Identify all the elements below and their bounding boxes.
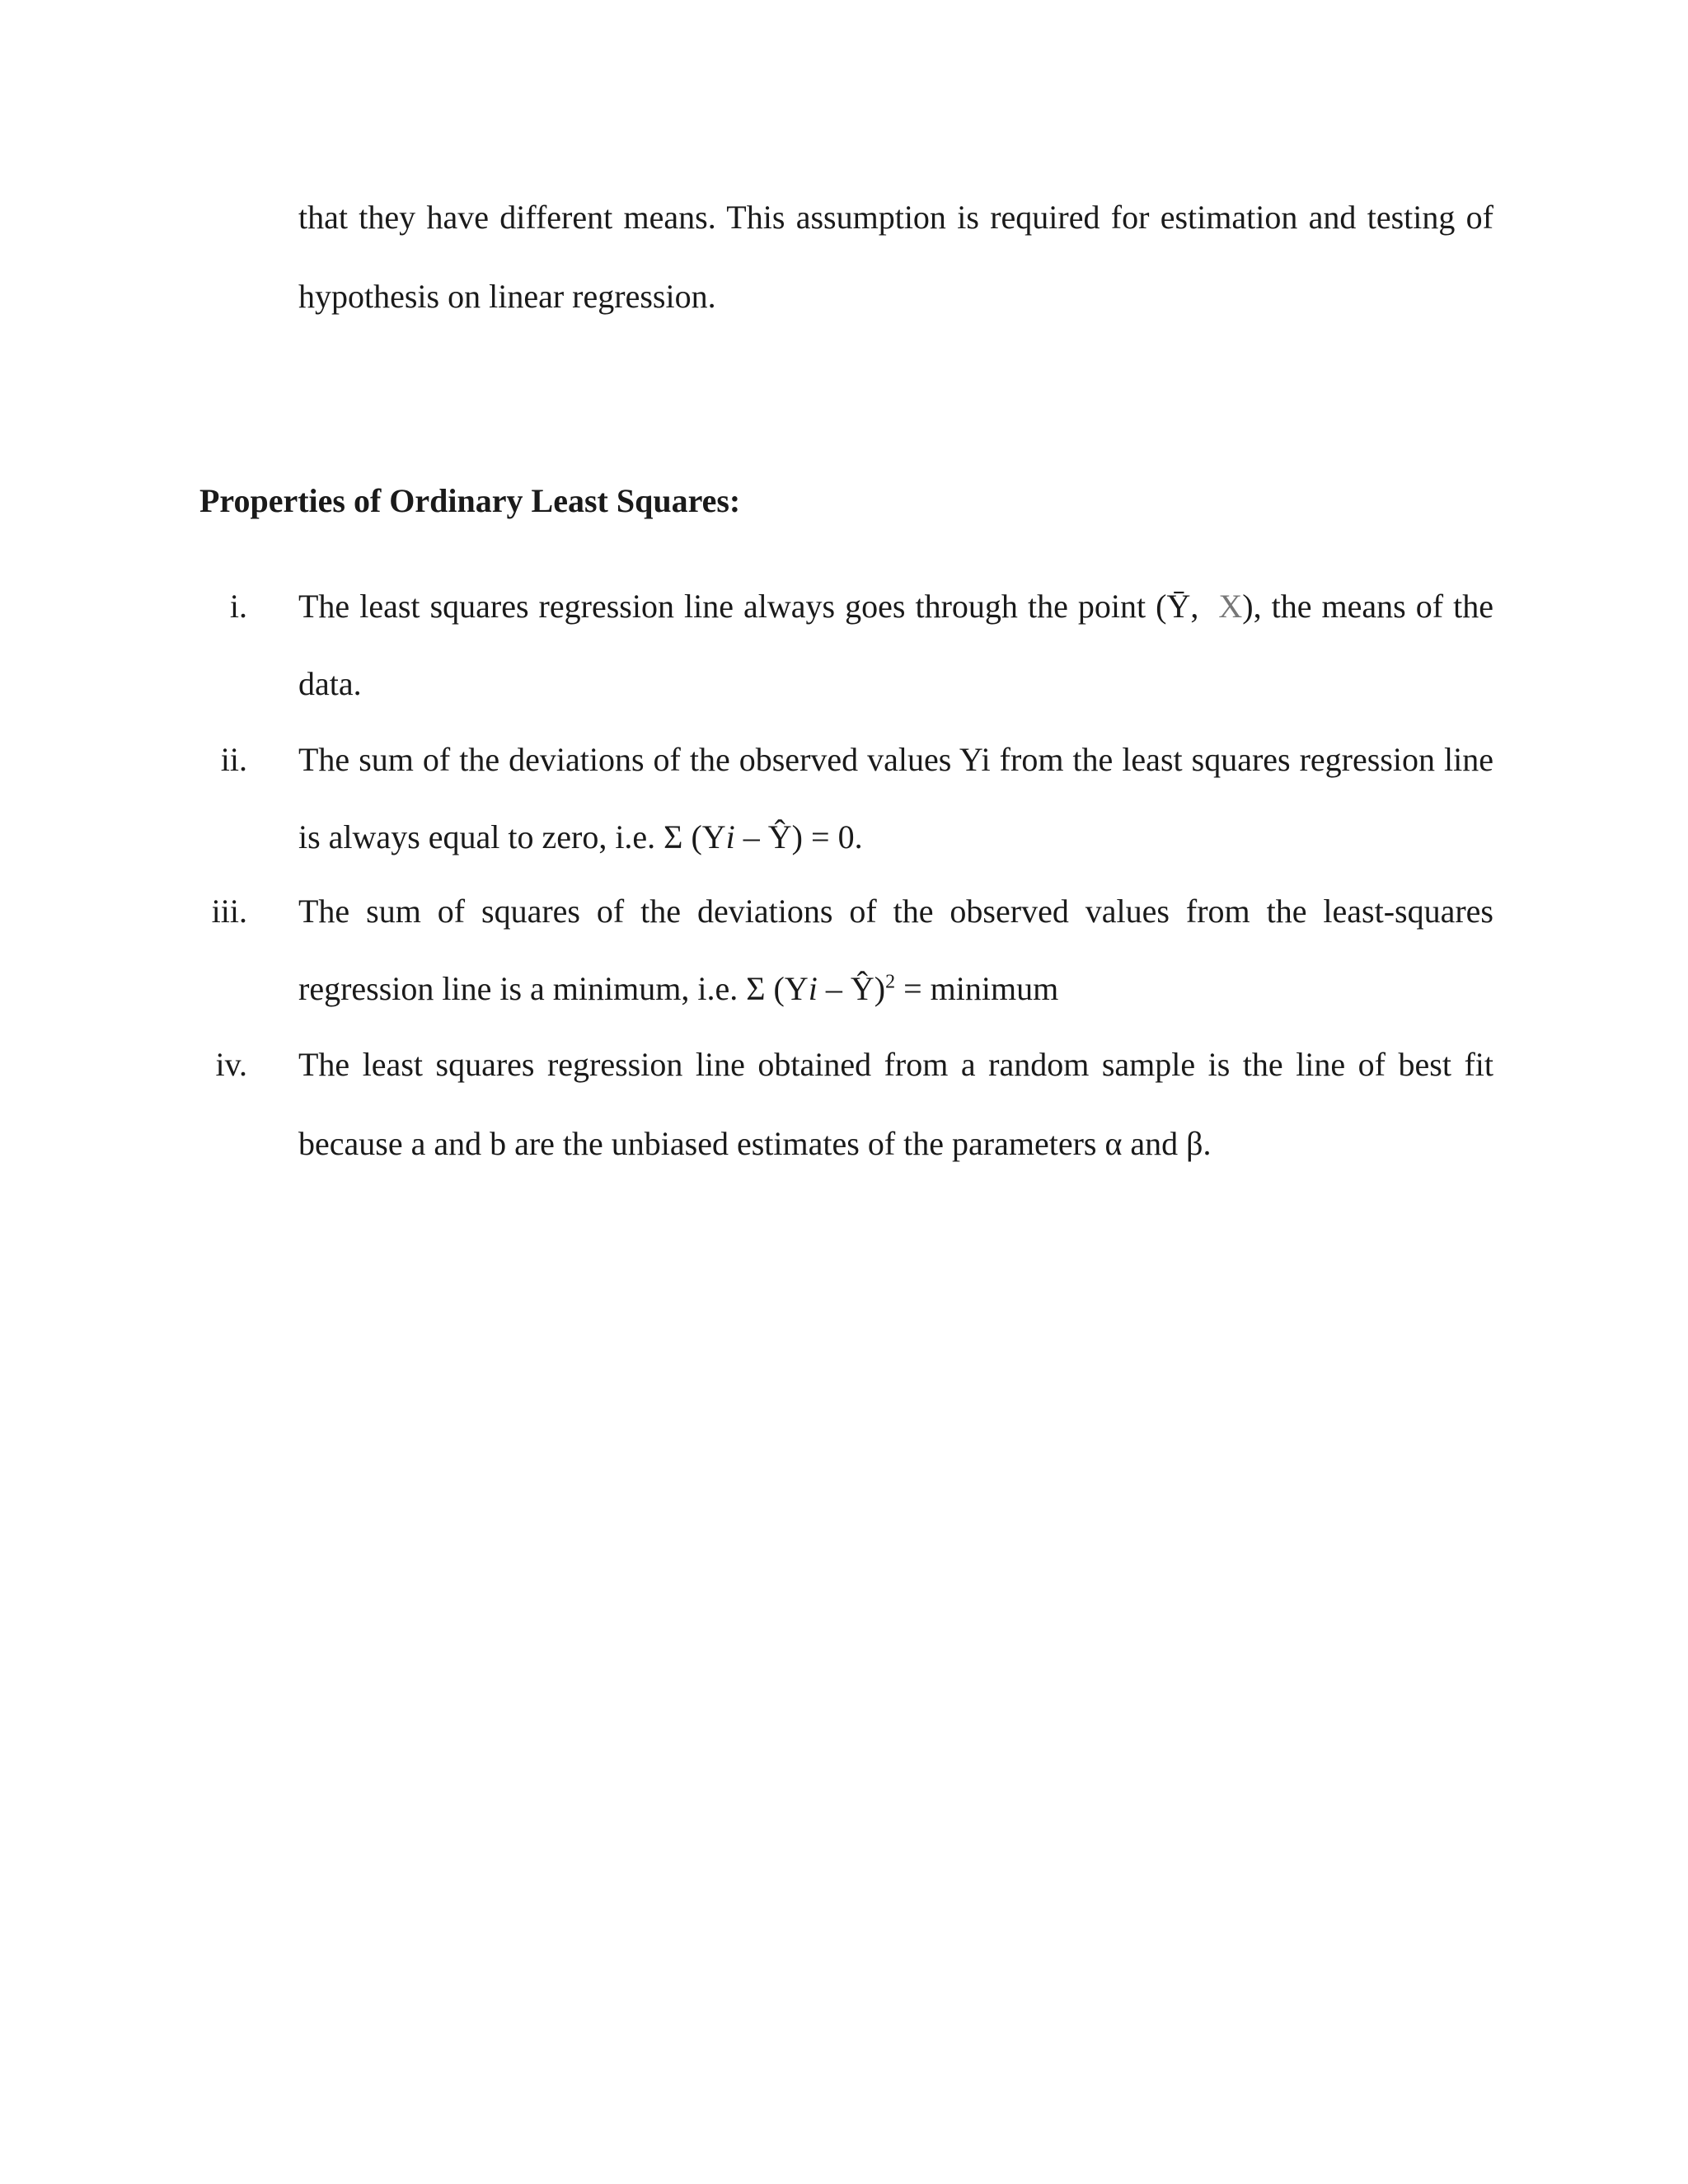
item-iii-subscript-i: i bbox=[808, 970, 818, 1007]
section-heading: Properties of Ordinary Least Squares: bbox=[199, 482, 741, 519]
item-iii-text-b: – Ŷ) bbox=[817, 970, 886, 1007]
item-iii-text-a: regression line is a minimum, i.e. Σ (Y bbox=[298, 970, 809, 1007]
item-iv-line-1: The least squares regression line obtained from a random sample is the line of best fit bbox=[298, 1046, 1493, 1083]
item-ii-line-2 bbox=[298, 818, 1493, 855]
item-numeral-iii: iii. bbox=[211, 893, 247, 930]
item-i-text-a: The least squares regression line always goes through the point (Ȳ, bbox=[298, 588, 1199, 625]
item-numeral-iv: iv. bbox=[215, 1046, 247, 1083]
item-i-text-b: ), the means of the bbox=[1242, 588, 1494, 625]
item-iv-line-2: because a and b are the unbiased estimates of the parameters α and β. bbox=[298, 1125, 1212, 1162]
intro-line-1: that they have different means. This assumption is required for estimation and testing of bbox=[298, 199, 1493, 236]
item-iii-line-1: The sum of squares of the deviations of the observed values from the least-squares bbox=[298, 893, 1493, 930]
item-ii-text-b: – Ŷ) = 0. bbox=[734, 818, 863, 855]
item-numeral-i: i. bbox=[229, 588, 247, 625]
item-iii-text-c: = minimum bbox=[895, 970, 1059, 1007]
item-iii-superscript: 2 bbox=[885, 971, 896, 993]
item-ii-line-1: The sum of the deviations of the observed values Yi from the least squares regression line bbox=[298, 741, 1493, 778]
item-ii-subscript-i: i bbox=[725, 818, 735, 855]
intro-line-2: hypothesis on linear regression. bbox=[298, 278, 716, 315]
item-iii-line-2 bbox=[298, 972, 1493, 1005]
x-bar-symbol: X bbox=[1218, 588, 1243, 625]
item-i-line-1 bbox=[298, 590, 1493, 623]
item-ii-text-a: is always equal to zero, i.e. Σ (Y bbox=[298, 818, 726, 855]
item-i-line-2: data. bbox=[298, 665, 362, 702]
item-numeral-ii: ii. bbox=[220, 741, 247, 778]
